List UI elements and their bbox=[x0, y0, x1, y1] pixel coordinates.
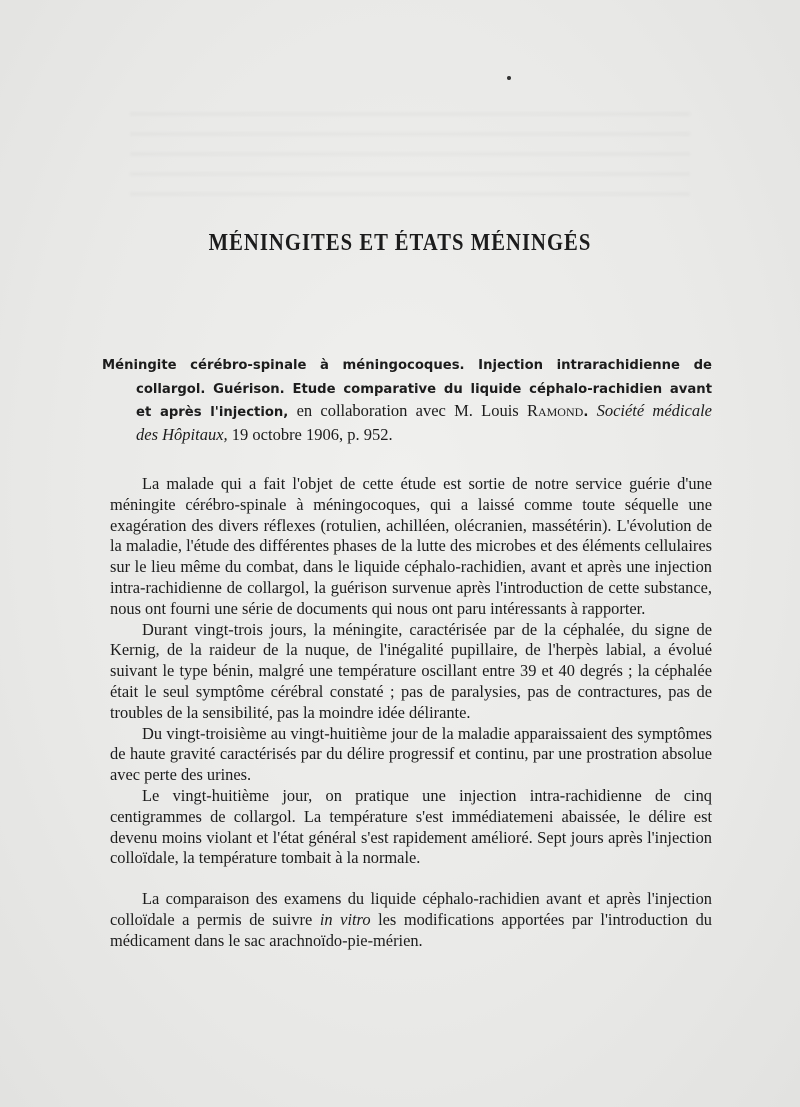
reference-title-part-3: et après l'injection, bbox=[136, 405, 289, 420]
journal-name-part-1: Société médicale bbox=[596, 401, 712, 420]
article-body bbox=[110, 474, 712, 952]
reference-title-part-1: Méningite cérébro-spinale à méningocoques. Injection intrarachidienne de bbox=[102, 358, 712, 373]
author-punctuation: . bbox=[583, 405, 589, 420]
final-paragraph-text-2: les modifications apportées par l'introduction du médicament dans le sac arachnoïdo-pie-mérien. bbox=[110, 909, 712, 950]
bleed-through-text bbox=[130, 95, 690, 205]
ink-speck bbox=[507, 76, 511, 80]
paragraph: Le vingt-huitième jour, on pratique une injection intra-rachidienne de cinq centigrammes de collargol. La température s'est immédiatemeni abaissée, le délire est devenu moins violant et l'état général s'est rapidement amélioré. Sept jours après l'injection colloïdale, la température tombait à la normale. bbox=[110, 785, 712, 868]
author-name: Ramond bbox=[526, 401, 584, 420]
reference-line-1 bbox=[102, 353, 712, 377]
reference-line-2 bbox=[102, 377, 712, 401]
reference-line-3 bbox=[102, 400, 712, 424]
final-paragraph bbox=[110, 889, 712, 951]
reference-line-4 bbox=[102, 424, 712, 446]
paragraph: La malade qui a fait l'objet de cette étude est sortie de notre service guérie d'une méningite cérébro-spinale à méningocoques, qui a laissé comme toute séquelle une exagération des divers réflexes (rotulien, achilléen, olécranien, massétérin). L'évolution de la maladie, l'étude des différentes phases de la lutte des microbes et des éléments cellulaires sur le lieu même du combat, dans le liquide céphalo-rachidien, avant et après une injection intra-rachidienne de collargol, la guérison survenue après l'introduction de cette substance, nous ont fourni une série de documents qui nous ont paru intéressants à rapporter. bbox=[110, 474, 712, 618]
chapter-title: MÉNINGITES ET ÉTATS MÉNINGÉS bbox=[208, 230, 592, 256]
paragraph: Durant vingt-trois jours, la méningite, caractérisée par de la céphalée, du signe de Kernig, de la raideur de la nuque, de l'inégalité pupillaire, de l'herpès labial, a évolué suivant le type bénin, malgré une température oscillant entre 39 et 40 degrés ; la céphalée était le seul symptôme cérébral constaté ; pas de paralysies, pas de contractures, pas de troubles de la sensibilité, pas la moindre idée délirante. bbox=[110, 619, 712, 722]
latin-term: in vitro bbox=[319, 909, 371, 929]
reference-title-part-2: collargol. Guérison. Etude comparative du liquide céphalo-rachidien avant bbox=[136, 381, 712, 397]
final-paragraph-text-1: La comparaison des examens du liquide céphalo-rachidien avant et après l'injection colloïdale a permis de suivre bbox=[110, 889, 712, 929]
journal-name-part-2: des Hôpitaux, bbox=[136, 424, 228, 444]
publication-date: 19 octobre 1906, p. 952. bbox=[231, 424, 393, 444]
bibliographic-reference bbox=[102, 353, 712, 445]
paragraph: Du vingt-troisième au vingt-huitième jour de la maladie apparaissaient des symptômes de haute gravité caractérisés par du délire progressif et continu, par une prostration absolue avec perte des urines. bbox=[110, 723, 712, 785]
collaboration-text: en collaboration avec M. Louis bbox=[296, 401, 519, 420]
